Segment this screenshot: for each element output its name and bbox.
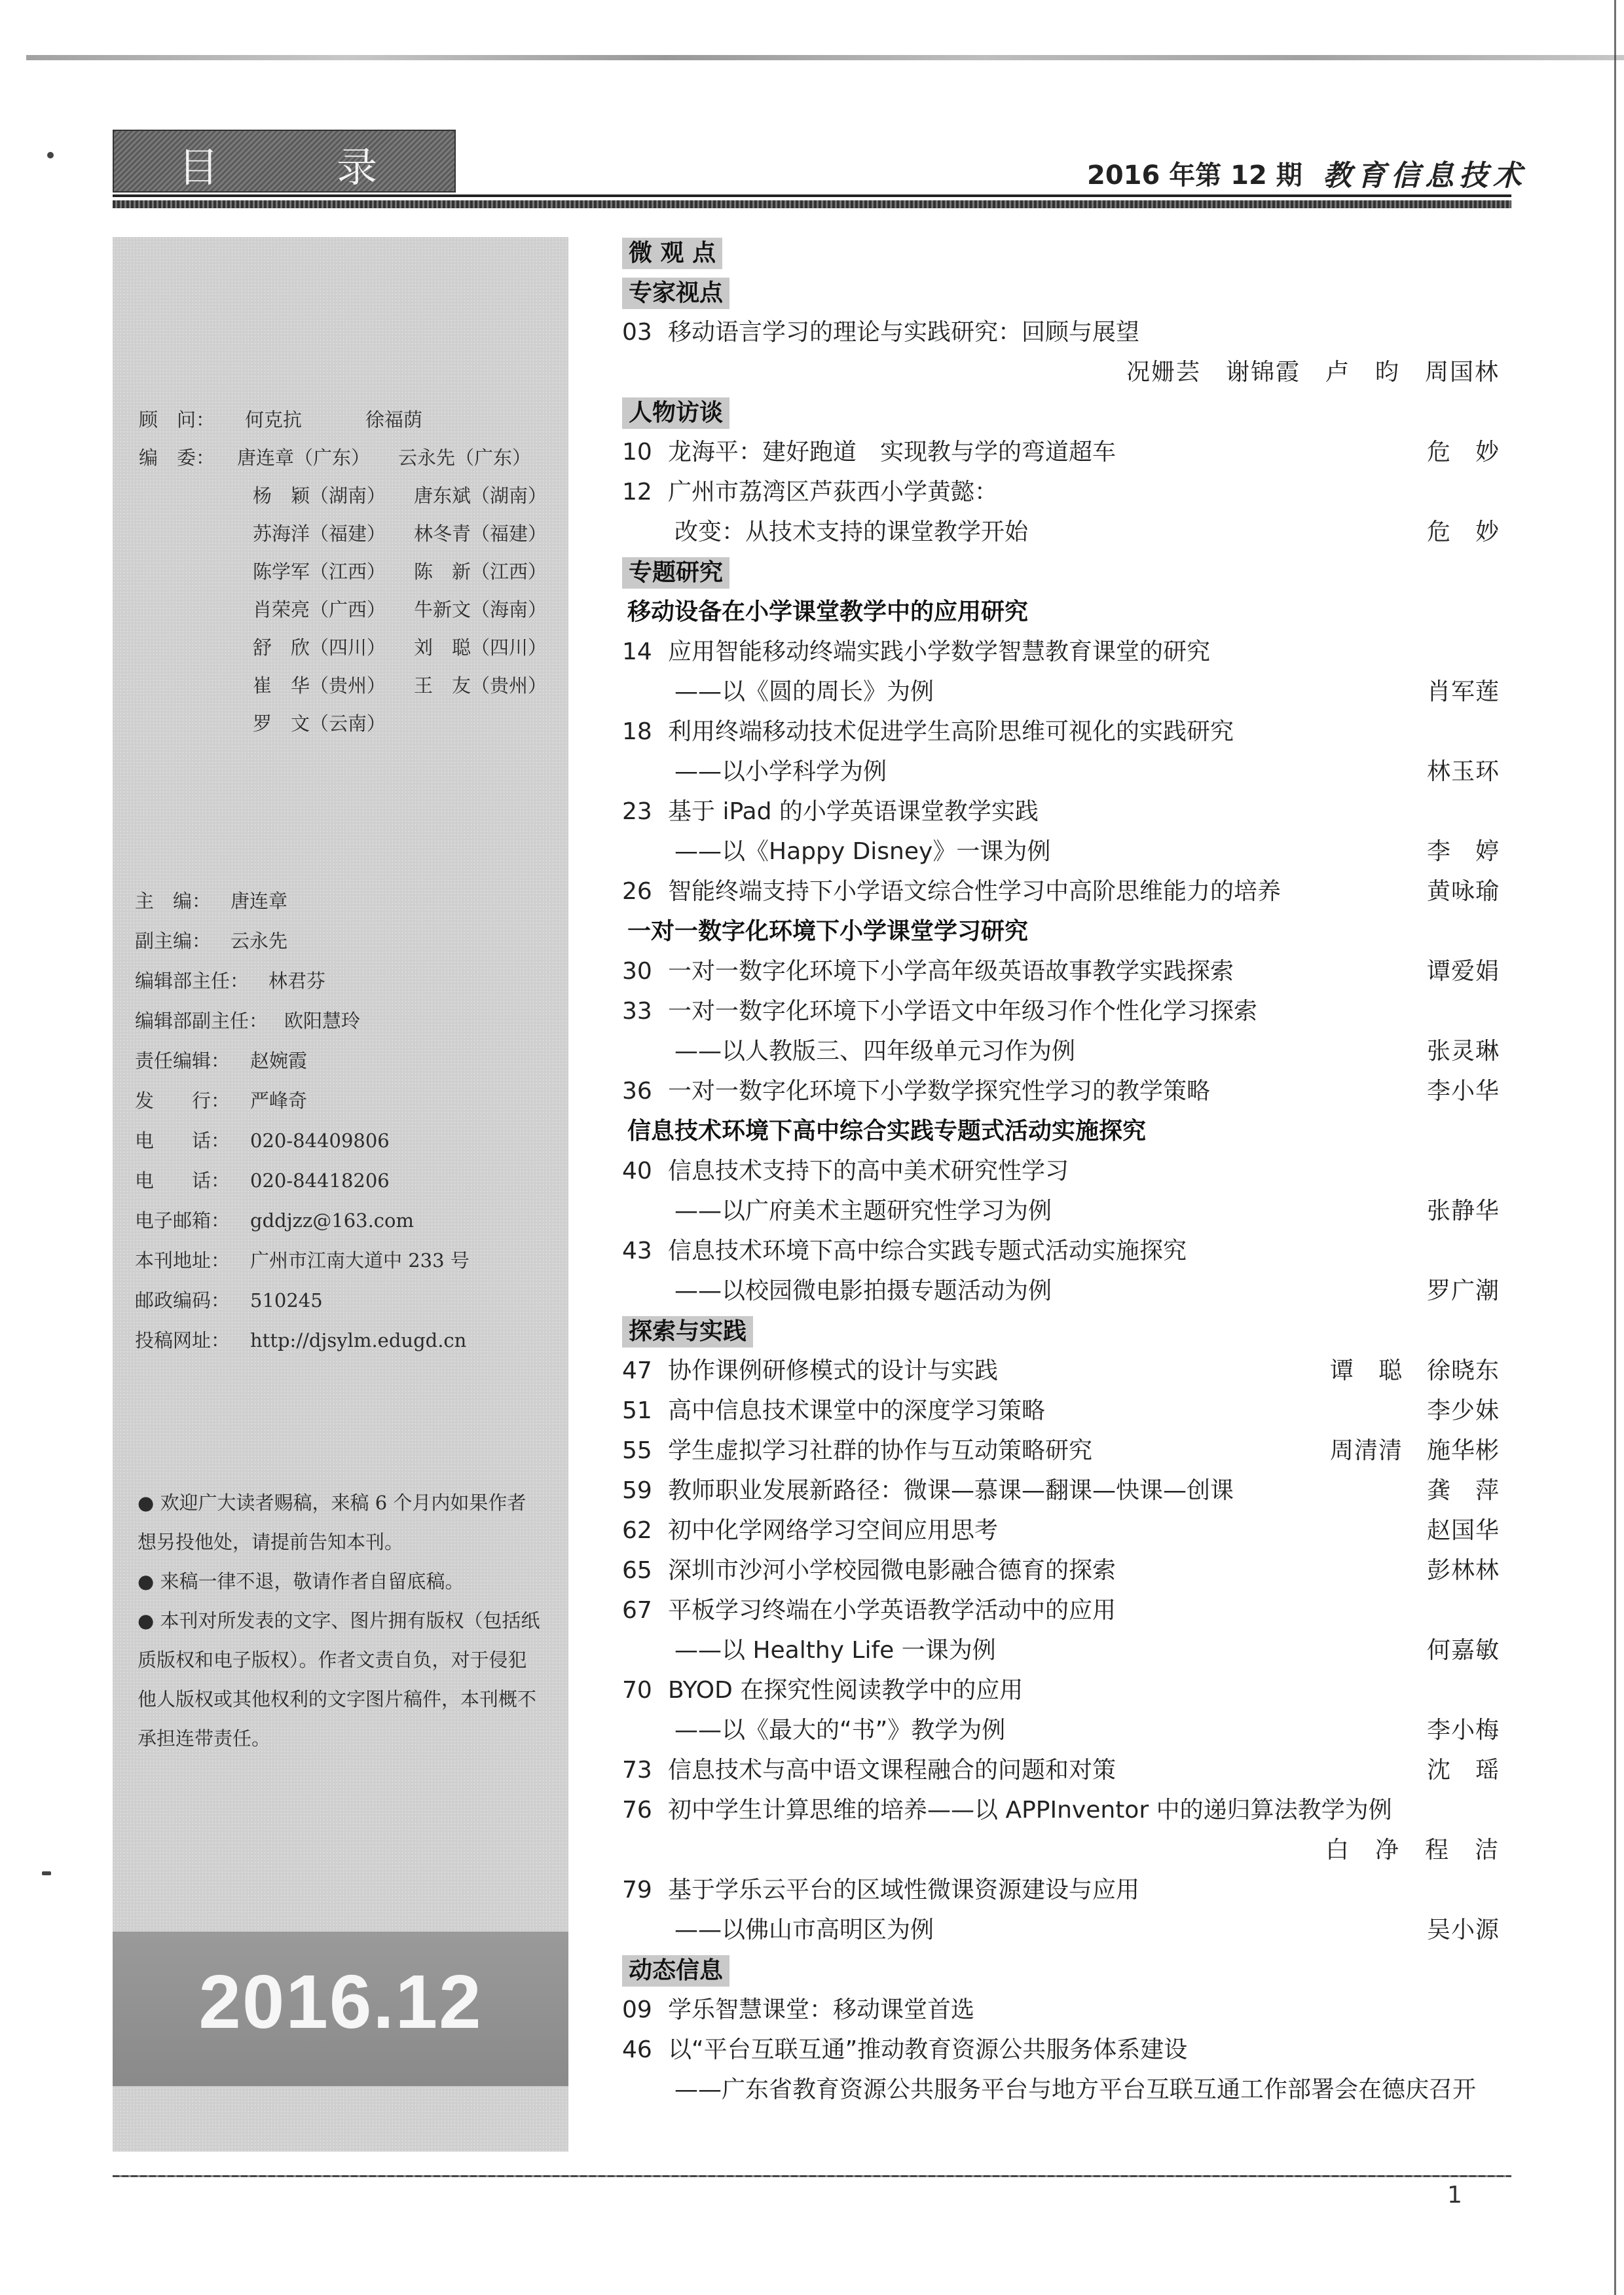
staff-row: 发 行： 严峰奇 — [135, 1090, 308, 1112]
board-member: 陈学军（江西） — [253, 560, 386, 583]
toc-subsection-heading — [622, 592, 1500, 632]
board-member: 肖荣亮（广西） — [253, 598, 386, 621]
staff-row: 编辑部主任： 林君芬 — [135, 970, 326, 992]
toc-title: ——以小学科学为例 — [674, 758, 887, 785]
toc-author-line — [622, 352, 1500, 392]
staff-row: 电 话： 020-84409806 — [135, 1129, 390, 1152]
toc-title: 信息技术环境下高中综合实践专题式活动实施探究 — [668, 1238, 1187, 1264]
toc-author: 李 婷 — [1426, 838, 1500, 865]
toc-page-number: 79 — [622, 1877, 652, 1903]
section-label: 微 观 点 — [622, 238, 722, 269]
toc-page-number: 09 — [622, 1996, 652, 2023]
toc-author: 赵国华 — [1426, 1517, 1500, 1544]
toc-title: 龙海平：建好跑道 实现教与学的弯道超车 — [668, 439, 1116, 466]
toc-title: ——以广府美术主题研究性学习为例 — [674, 1198, 1052, 1224]
toc-entry — [622, 1790, 1500, 1830]
board-row — [139, 591, 575, 629]
toc-entry — [622, 1351, 1500, 1391]
footer-rule — [113, 2175, 1511, 2177]
advisors-row — [139, 401, 575, 439]
toc-page-number: 23 — [622, 798, 652, 825]
subsection-label: 移动设备在小学课堂教学中的应用研究 — [627, 598, 1029, 625]
toc-title: 初中学生计算思维的培养——以 APPInventor 中的递归算法教学为例 — [668, 1797, 1392, 1824]
toc-section-heading — [622, 1311, 1500, 1351]
toc-page-number: 70 — [622, 1677, 652, 1704]
toc-title: BYOD 在探究性阅读教学中的应用 — [668, 1677, 1024, 1704]
toc-title: 学生虚拟学习社群的协作与互动策略研究 — [668, 1437, 1093, 1464]
staff-row: 电 话： 020-84418206 — [135, 1169, 390, 1192]
toc-page-number: 30 — [622, 958, 652, 985]
toc-page-number: 51 — [622, 1397, 652, 1424]
toc-author: 谭爱娟 — [1426, 958, 1500, 985]
toc-entry-continuation — [622, 1271, 1500, 1311]
toc-entry-continuation — [622, 1710, 1500, 1750]
scan-artifact-right-edge — [1614, 0, 1616, 2295]
toc-entry — [622, 1551, 1500, 1590]
toc-entry — [622, 1870, 1500, 1910]
board-row — [139, 477, 575, 515]
toc-page-number: 03 — [622, 319, 652, 346]
toc-page-number: 43 — [622, 1238, 652, 1264]
toc-entry-continuation — [622, 512, 1500, 552]
toc-entry — [622, 1590, 1500, 1630]
scan-mark — [47, 152, 54, 158]
toc-title: 协作课例研修模式的设计与实践 — [668, 1357, 999, 1384]
toc-section-heading — [622, 1950, 1500, 1990]
staff-row: 电子邮箱： gddjzz@163.com — [135, 1209, 415, 1232]
board-row — [139, 667, 575, 705]
toc-title: 高中信息技术课堂中的深度学习策略 — [668, 1397, 1046, 1424]
toc-page-number: 76 — [622, 1797, 652, 1824]
toc-entry-continuation — [622, 672, 1500, 712]
toc-title: ——以人教版三、四年级单元习作为例 — [674, 1038, 1076, 1065]
section-label: 探索与实践 — [622, 1316, 753, 1348]
board-row — [139, 629, 575, 667]
contents-char-1: 目 — [178, 143, 219, 191]
toc-entry — [622, 1151, 1500, 1191]
staff-phone: 020-84418206 — [250, 1169, 390, 1192]
section-label: 人物访谈 — [622, 397, 729, 429]
board-row — [139, 705, 575, 743]
toc-section-heading — [622, 392, 1500, 432]
staff-row: 邮政编码： 510245 — [135, 1289, 323, 1312]
toc-title: 教师职业发展新路径：微课—慕课—翻课—快课—创课 — [668, 1477, 1234, 1504]
toc-title: 一对一数字化环境下小学高年级英语故事教学实践探索 — [668, 958, 1234, 985]
toc-author: 沈 瑶 — [1426, 1757, 1500, 1784]
board-member: 牛新文（海南） — [414, 598, 547, 621]
toc-section-heading — [622, 272, 1500, 312]
board-member: 杨 颖（湖南） — [253, 485, 386, 507]
staff-phone: 020-84409806 — [250, 1129, 390, 1152]
toc-entry-continuation — [622, 1031, 1500, 1071]
toc-entry-continuation — [622, 2070, 1500, 2110]
toc-author: 林玉环 — [1426, 758, 1500, 785]
toc-title: 一对一数字化环境下小学语文中年级习作个性化学习探索 — [668, 998, 1258, 1025]
toc-entry — [622, 472, 1500, 512]
staff-row: 本刊地址： 广州市江南大道中 233 号 — [135, 1249, 470, 1272]
toc-entry-continuation — [622, 752, 1500, 792]
toc-page-number: 62 — [622, 1517, 652, 1544]
toc-entry — [622, 1071, 1500, 1111]
toc-entry — [622, 1670, 1500, 1710]
toc-entry — [622, 432, 1500, 472]
page-number: 1 — [1447, 2182, 1462, 2209]
toc-entry — [622, 1391, 1500, 1431]
staff-address: 广州市江南大道中 233 号 — [250, 1249, 470, 1272]
board-member: 唐连章（广东） — [237, 447, 371, 469]
toc-entry — [622, 951, 1500, 991]
toc-author: 况姗芸 谢锦霞 卢 昀 周国林 — [1126, 359, 1500, 386]
toc-page-number: 40 — [622, 1158, 652, 1184]
toc-title: ——以《圆的周长》为例 — [674, 678, 934, 705]
toc-entry — [622, 1750, 1500, 1790]
scan-artifact-top — [26, 55, 1624, 60]
toc-author: 李少妹 — [1426, 1397, 1500, 1424]
toc-title: 广州市荔湾区芦荻西小学黄懿： — [668, 479, 999, 505]
toc-title: 应用智能移动终端实践小学数学智慧教育课堂的研究 — [668, 638, 1211, 665]
toc-title: ——以《Happy Disney》一课为例 — [674, 838, 1051, 865]
board-member: 陈 新（江西） — [414, 560, 547, 583]
toc-title: 以“平台互联互通”推动教育资源公共服务体系建设 — [668, 2036, 1188, 2063]
board-member: 唐东斌（湖南） — [414, 485, 547, 507]
contents-banner — [113, 130, 456, 193]
toc-author: 张静华 — [1426, 1198, 1500, 1224]
issue-date: 2016.12 — [198, 1959, 483, 2044]
section-label: 专家视点 — [622, 278, 729, 309]
advisors-label: 顾 问： — [139, 409, 215, 431]
staff-value: 云永先 — [231, 930, 288, 952]
toc-author: 危 妙 — [1426, 439, 1500, 466]
toc-author: 谭 聪 徐晓东 — [1329, 1357, 1500, 1384]
staff-email: gddjzz@163.com — [250, 1209, 415, 1232]
toc-page-number: 67 — [622, 1597, 652, 1624]
section-label: 动态信息 — [622, 1955, 729, 1987]
toc-title: 初中化学网络学习空间应用思考 — [668, 1517, 999, 1544]
board-row — [139, 439, 575, 477]
toc-page-number: 73 — [622, 1757, 652, 1784]
toc-entry — [622, 712, 1500, 752]
toc-author: 白 净 程 洁 — [1325, 1837, 1500, 1864]
board-member: 王 友（贵州） — [414, 674, 547, 697]
toc-entry — [622, 1471, 1500, 1511]
toc-title: 信息技术支持下的高中美术研究性学习 — [668, 1158, 1069, 1184]
staff-row: 责任编辑： 赵婉霞 — [135, 1050, 308, 1072]
toc-title: ——以 Healthy Life 一课为例 — [674, 1637, 996, 1664]
toc-author: 罗广潮 — [1426, 1277, 1500, 1304]
table-of-contents — [622, 232, 1500, 2110]
editorial-board — [139, 401, 575, 743]
board-member: 苏海洋（福建） — [253, 523, 386, 545]
board-row — [139, 515, 575, 553]
toc-title: ——以佛山市高明区为例 — [674, 1917, 934, 1943]
toc-author: 危 妙 — [1426, 519, 1500, 545]
submission-notice — [138, 1483, 544, 1758]
staff-website: http://djsylm.edugd.cn — [250, 1329, 467, 1351]
staff-value: 严峰奇 — [250, 1090, 308, 1112]
board-member: 崔 华（贵州） — [253, 674, 386, 697]
notice-item: ● 本刊对所发表的文字、图片拥有版权（包括纸质版权和电子版权）。作者文责自负，对于侵犯他人版权或其他权利的文字图片稿件，本刊概不承担连带责任。 — [138, 1609, 540, 1750]
notice-item: ● 来稿一律不退，敬请作者自留底稿。 — [138, 1570, 464, 1592]
toc-title: 深圳市沙河小学校园微电影融合德育的探索 — [668, 1557, 1116, 1584]
staff-row: 主 编： 唐连章 — [135, 890, 288, 912]
toc-author: 李小华 — [1426, 1078, 1500, 1105]
toc-section-heading — [622, 232, 1500, 272]
toc-title: 移动语言学习的理论与实践研究：回顾与展望 — [668, 319, 1140, 346]
toc-author: 彭林林 — [1426, 1557, 1500, 1584]
toc-entry — [622, 1431, 1500, 1471]
toc-page-number: 10 — [622, 439, 652, 466]
toc-entry — [622, 1231, 1500, 1271]
subsection-label: 信息技术环境下高中综合实践专题式活动实施探究 — [627, 1118, 1147, 1145]
toc-page-number: 26 — [622, 878, 652, 905]
toc-title: 利用终端移动技术促进学生高阶思维可视化的实践研究 — [668, 718, 1234, 745]
toc-title: 基于学乐云平台的区域性微课资源建设与应用 — [668, 1877, 1140, 1903]
toc-author: 吴小源 — [1426, 1917, 1500, 1943]
toc-page-number: 33 — [622, 998, 652, 1025]
subsection-label: 一对一数字化环境下小学课堂学习研究 — [627, 918, 1029, 945]
board-member: 舒 欣（四川） — [253, 636, 386, 659]
toc-title: 基于 iPad 的小学英语课堂教学实践 — [668, 798, 1039, 825]
board-label: 编 委： — [139, 447, 215, 469]
toc-subsection-heading — [622, 1111, 1500, 1151]
toc-page-number: 36 — [622, 1078, 652, 1105]
toc-author: 何嘉敏 — [1426, 1637, 1500, 1664]
toc-author: 张灵琳 — [1426, 1038, 1500, 1065]
staff-list — [135, 881, 470, 1361]
toc-author: 李小梅 — [1426, 1717, 1500, 1744]
toc-author: 周清清 施华彬 — [1329, 1437, 1500, 1464]
scan-mark — [42, 1871, 51, 1875]
staff-row: 副主编： 云永先 — [135, 930, 288, 952]
notice-item: ● 欢迎广大读者赐稿，来稿 6 个月内如果作者想另投他处，请提前告知本刊。 — [138, 1492, 526, 1553]
board-member: 云永先（广东） — [398, 447, 532, 469]
section-label: 专题研究 — [622, 557, 729, 589]
toc-page-number: 65 — [622, 1557, 652, 1584]
issue-number: 2016 年第 12 期 — [1087, 160, 1302, 191]
toc-title: 信息技术与高中语文课程融合的问题和对策 — [668, 1757, 1116, 1784]
toc-author: 黄咏瑜 — [1426, 878, 1500, 905]
toc-title: ——以《最大的“书”》教学为例 — [674, 1717, 1006, 1744]
staff-postcode: 510245 — [250, 1289, 323, 1312]
toc-entry — [622, 1990, 1500, 2030]
staff-value: 林君芬 — [268, 970, 326, 992]
toc-page-number: 18 — [622, 718, 652, 745]
board-member: 罗 文（云南） — [253, 712, 386, 735]
toc-entry — [622, 312, 1500, 352]
toc-title: 智能终端支持下小学语文综合性学习中高阶思维能力的培养 — [668, 878, 1282, 905]
advisor-name: 徐福荫 — [365, 409, 423, 431]
toc-page-number: 59 — [622, 1477, 652, 1504]
staff-value: 唐连章 — [231, 890, 288, 912]
toc-title: 学乐智慧课堂：移动课堂首选 — [668, 1996, 975, 2023]
toc-entry-continuation — [622, 1191, 1500, 1231]
staff-value: 赵婉霞 — [250, 1050, 308, 1072]
staff-row: 编辑部副主任： 欧阳慧玲 — [135, 1010, 361, 1032]
toc-title: 一对一数字化环境下小学数学探究性学习的教学策略 — [668, 1078, 1211, 1105]
toc-page-number: 46 — [622, 2036, 652, 2063]
board-row — [139, 553, 575, 591]
toc-entry — [622, 792, 1500, 832]
toc-title: 平板学习终端在小学英语教学活动中的应用 — [668, 1597, 1116, 1624]
toc-entry-continuation — [622, 1630, 1500, 1670]
header-rule-textured — [113, 200, 1511, 208]
toc-entry — [622, 2030, 1500, 2070]
header-rule — [113, 194, 1511, 197]
toc-subsection-heading — [622, 911, 1500, 951]
toc-entry-continuation — [622, 1910, 1500, 1950]
toc-title: 改变：从技术支持的课堂教学开始 — [674, 519, 1029, 545]
contents-char-2: 录 — [337, 143, 378, 191]
toc-entry — [622, 1511, 1500, 1551]
toc-entry-continuation — [622, 832, 1500, 872]
journal-name: 教育信息技术 — [1323, 159, 1527, 193]
toc-page-number: 12 — [622, 479, 652, 505]
board-member: 林冬青（福建） — [414, 523, 547, 545]
toc-page-number: 14 — [622, 638, 652, 665]
toc-author: 肖军莲 — [1426, 678, 1500, 705]
toc-author-line — [622, 1830, 1500, 1870]
toc-entry — [622, 872, 1500, 911]
toc-author: 龚 萍 — [1426, 1477, 1500, 1504]
toc-page-number: 47 — [622, 1357, 652, 1384]
staff-row: 投稿网址： http://djsylm.edugd.cn — [135, 1329, 467, 1351]
toc-title: ——以校园微电影拍摄专题活动为例 — [674, 1277, 1052, 1304]
toc-entry — [622, 632, 1500, 672]
board-member: 刘 聪（四川） — [414, 636, 547, 659]
toc-entry — [622, 991, 1500, 1031]
toc-page-number: 55 — [622, 1437, 652, 1464]
toc-title: ——广东省教育资源公共服务平台与地方平台互联互通工作部署会在德庆召开 — [674, 2076, 1477, 2103]
advisor-name: 何克抗 — [245, 409, 303, 431]
issue-date-banner — [113, 1932, 568, 2086]
staff-value: 欧阳慧玲 — [284, 1010, 361, 1032]
toc-section-heading — [622, 552, 1500, 592]
